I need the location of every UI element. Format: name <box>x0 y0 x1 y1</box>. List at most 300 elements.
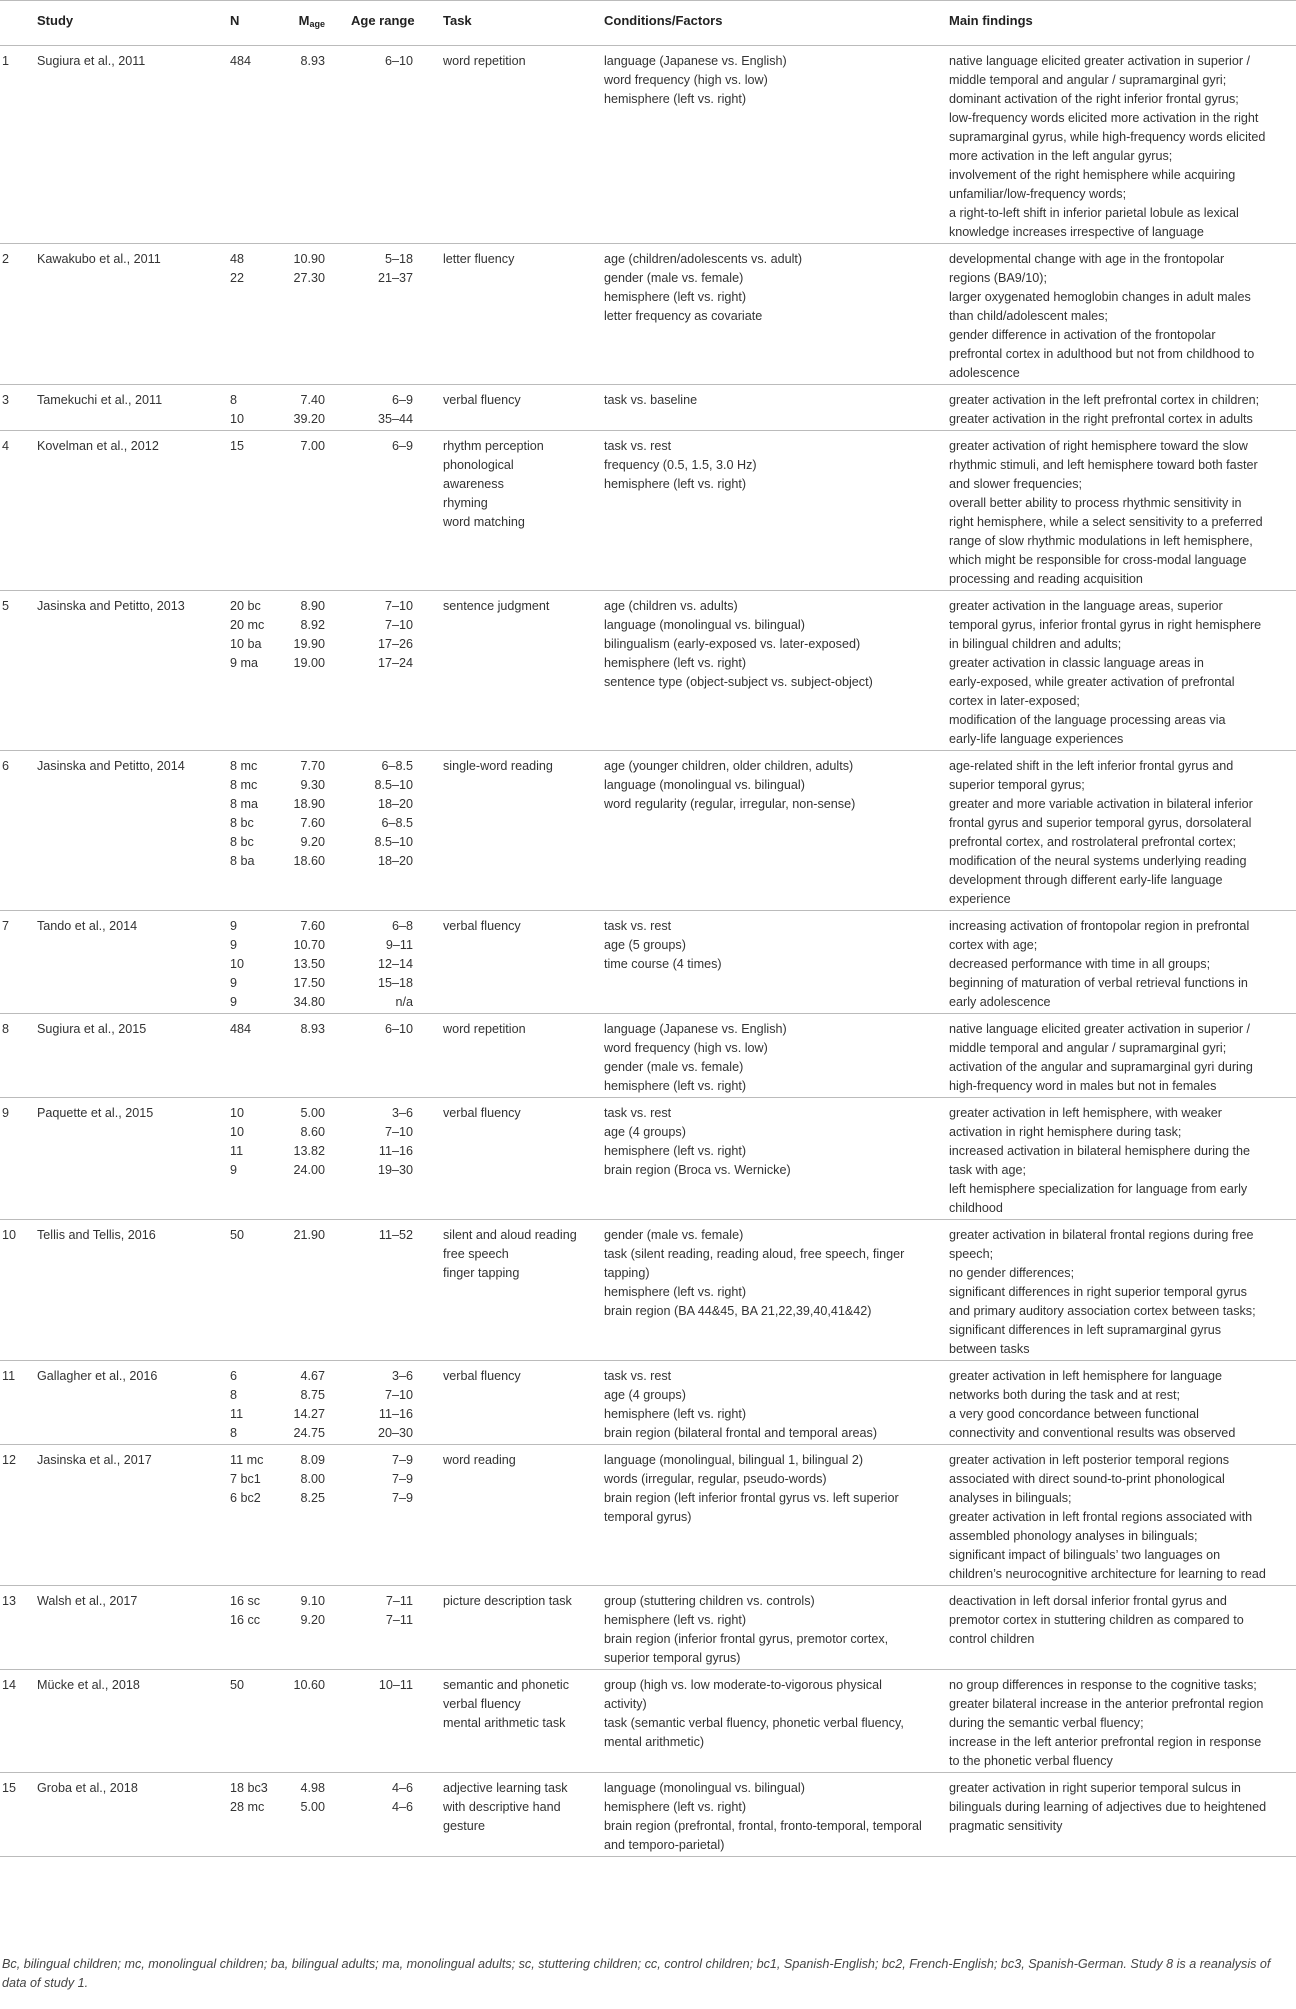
cell-n-line: 10 <box>230 957 245 971</box>
cell-conditions-line: task (silent reading, reading aloud, free speech, finger <box>604 1247 905 1261</box>
cell-n-line: 11 <box>230 1144 244 1158</box>
header-mage <box>266 1 329 46</box>
cell-conditions-line: time course (4 times) <box>604 957 722 971</box>
cell-study: Gallagher et al., 2016 <box>33 1361 226 1445</box>
cell-findings-line: developmental change with age in the frontopolar <box>949 252 1225 266</box>
table-row <box>0 751 1296 911</box>
cell-task-line: semantic and phonetic <box>443 1678 570 1692</box>
cell-findings-line: more activation in the left angular gyrus; <box>949 149 1173 163</box>
cell-findings-line: adolescence <box>949 366 1020 380</box>
cell-findings-line: prefrontal cortex, and rostrolateral prefrontal cortex; <box>949 835 1236 849</box>
cell-age-range <box>329 1670 439 1773</box>
cell-mage <box>266 751 329 911</box>
cell-conditions-line: temporal gyrus) <box>604 1510 692 1524</box>
cell-n-line: 10 ba <box>230 637 262 651</box>
cell-findings <box>945 1670 1296 1773</box>
table-row <box>0 431 1296 591</box>
cell-conditions-line: hemisphere (left vs. right) <box>604 290 747 304</box>
cell-mage <box>266 1586 329 1670</box>
cell-age-range <box>329 244 439 385</box>
cell-age-range-line: 8.5–10 <box>374 778 413 792</box>
cell-n-line: 50 <box>230 1678 245 1692</box>
cell-findings-line: and primary auditory association cortex between tasks; <box>949 1304 1256 1318</box>
cell-mage <box>266 591 329 751</box>
cell-study: Kovelman et al., 2012 <box>33 431 226 591</box>
cell-task-line: awareness <box>443 477 504 491</box>
cell-mage-line: 21.90 <box>293 1228 325 1242</box>
cell-findings-line: networks both during the task and at rest; <box>949 1388 1181 1402</box>
cell-mage <box>266 1098 329 1220</box>
cell-findings-line: to the phonetic verbal fluency <box>949 1754 1113 1768</box>
cell-findings-line: beginning of maturation of verbal retrieval functions in <box>949 976 1248 990</box>
table-row <box>0 1773 1296 1857</box>
cell-conditions <box>600 1014 945 1098</box>
cell-mage-line: 7.60 <box>300 919 325 933</box>
cell-findings-line: unfamiliar/low-frequency words; <box>949 187 1127 201</box>
cell-task-line: verbal fluency <box>443 919 521 933</box>
cell-age-range-line: 6–9 <box>391 393 413 407</box>
table-body <box>0 46 1296 1857</box>
cell-task-line: gesture <box>443 1819 486 1833</box>
cell-n <box>226 1773 266 1857</box>
cell-num: 9 <box>0 1098 33 1220</box>
cell-age-range-line: 11–52 <box>378 1228 413 1242</box>
cell-findings-line: greater activation in left posterior temporal regions <box>949 1453 1230 1467</box>
cell-age-range-line: 6–8.5 <box>381 759 413 773</box>
cell-findings <box>945 431 1296 591</box>
table-row <box>0 1361 1296 1445</box>
cell-mage-line: 4.67 <box>300 1369 325 1383</box>
cell-mage-line: 5.00 <box>300 1106 325 1120</box>
cell-n-line: 7 bc1 <box>230 1472 261 1486</box>
cell-age-range <box>329 1014 439 1098</box>
cell-age-range-line: 3–6 <box>391 1106 413 1120</box>
cell-findings <box>945 1361 1296 1445</box>
cell-conditions-line: word frequency (high vs. low) <box>604 73 768 87</box>
table-row <box>0 244 1296 385</box>
cell-age-range-line: 20–30 <box>377 1426 413 1440</box>
cell-findings-line: development through different early-life language <box>949 873 1223 887</box>
cell-conditions-line: brain region (left inferior frontal gyrus vs. left superior <box>604 1491 899 1505</box>
table-row <box>0 46 1296 244</box>
cell-findings-line: decreased performance with time in all groups; <box>949 957 1211 971</box>
cell-conditions-line: hemisphere (left vs. right) <box>604 1144 747 1158</box>
cell-mage-line: 8.93 <box>300 54 325 68</box>
cell-age-range-line: n/a <box>395 995 413 1009</box>
cell-age-range <box>329 751 439 911</box>
cell-mage-line: 19.00 <box>293 656 325 670</box>
cell-findings-line: no group differences in response to the cognitive tasks; <box>949 1678 1257 1692</box>
cell-conditions <box>600 1586 945 1670</box>
cell-num: 12 <box>0 1445 33 1586</box>
cell-n-line: 8 mc <box>230 759 258 773</box>
cell-n-line: 9 <box>230 995 238 1009</box>
cell-conditions-line: brain region (inferior frontal gyrus, premotor cortex, <box>604 1632 889 1646</box>
cell-mage-line: 10.90 <box>293 252 325 266</box>
cell-num: 6 <box>0 751 33 911</box>
cell-mage-line: 5.00 <box>300 1800 325 1814</box>
cell-mage <box>266 46 329 244</box>
cell-conditions-line: language (monolingual, bilingual 1, bilingual 2) <box>604 1453 864 1467</box>
table-row <box>0 1220 1296 1361</box>
cell-n <box>226 385 266 431</box>
cell-num: 13 <box>0 1586 33 1670</box>
cell-findings-line: which might be responsible for cross-modal language <box>949 553 1247 567</box>
cell-task-line: finger tapping <box>443 1266 520 1280</box>
cell-mage-line: 8.25 <box>300 1491 325 1505</box>
cell-study: Jasinska and Petitto, 2013 <box>33 591 226 751</box>
cell-study: Kawakubo et al., 2011 <box>33 244 226 385</box>
cell-task <box>439 1773 600 1857</box>
cell-n <box>226 1445 266 1586</box>
cell-num: 3 <box>0 385 33 431</box>
cell-findings-line: overall better ability to process rhythmic sensitivity in <box>949 496 1242 510</box>
cell-n-line: 9 <box>230 938 238 952</box>
cell-conditions-line: task (semantic verbal fluency, phonetic verbal fluency, <box>604 1716 904 1730</box>
cell-mage-line: 19.90 <box>293 637 325 651</box>
cell-n-line: 9 <box>230 919 238 933</box>
cell-findings-line: frontal gyrus and superior temporal gyrus, dorsolateral <box>949 816 1252 830</box>
cell-findings-line: in bilingual children and adults; <box>949 637 1122 651</box>
cell-n <box>226 1670 266 1773</box>
cell-task-line: mental arithmetic task <box>443 1716 566 1730</box>
cell-mage-line: 24.75 <box>293 1426 325 1440</box>
cell-conditions-line: hemisphere (left vs. right) <box>604 1800 747 1814</box>
cell-findings-line: early adolescence <box>949 995 1051 1009</box>
cell-conditions-line: language (monolingual vs. bilingual) <box>604 1781 805 1795</box>
header-mage-sub: age <box>309 19 325 29</box>
cell-mage <box>266 1445 329 1586</box>
cell-findings <box>945 1014 1296 1098</box>
cell-age-range-line: 10–11 <box>378 1678 413 1692</box>
cell-conditions <box>600 1220 945 1361</box>
cell-task <box>439 1586 600 1670</box>
cell-findings <box>945 46 1296 244</box>
cell-mage-line: 34.80 <box>293 995 325 1009</box>
cell-task-line: word reading <box>443 1453 516 1467</box>
cell-findings-line: greater activation in left hemisphere, with weaker <box>949 1106 1222 1120</box>
cell-findings-line: greater activation in right superior temporal sulcus in <box>949 1781 1241 1795</box>
cell-age-range-line: 4–6 <box>391 1800 413 1814</box>
cell-conditions-line: language (monolingual vs. bilingual) <box>604 618 805 632</box>
cell-study: Sugiura et al., 2015 <box>33 1014 226 1098</box>
cell-mage-line: 10.70 <box>293 938 325 952</box>
cell-findings <box>945 911 1296 1014</box>
cell-findings-line: right hemisphere, while a select sensitivity to a preferred <box>949 515 1263 529</box>
cell-n-line: 48 <box>230 252 245 266</box>
cell-mage-line: 8.92 <box>300 618 325 632</box>
cell-findings-line: greater activation in bilateral frontal regions during free <box>949 1228 1254 1242</box>
cell-n-line: 10 <box>230 1125 245 1139</box>
cell-findings <box>945 1773 1296 1857</box>
cell-age-range-line: 17–24 <box>377 656 413 670</box>
cell-findings-line: childhood <box>949 1201 1003 1215</box>
cell-findings-line: increasing activation of frontopolar region in prefrontal <box>949 919 1250 933</box>
cell-conditions-line: hemisphere (left vs. right) <box>604 1407 747 1421</box>
cell-age-range-line: 7–10 <box>384 1125 413 1139</box>
table-row <box>0 1014 1296 1098</box>
cell-mage-line: 17.50 <box>293 976 325 990</box>
cell-mage-line: 9.30 <box>300 778 325 792</box>
cell-num: 7 <box>0 911 33 1014</box>
cell-conditions-line: tapping) <box>604 1266 650 1280</box>
cell-n-line: 16 cc <box>230 1613 261 1627</box>
cell-findings-line: analyses in bilinguals; <box>949 1491 1072 1505</box>
cell-n-line: 8 <box>230 393 238 407</box>
table-row <box>0 1670 1296 1773</box>
cell-age-range-line: 12–14 <box>377 957 413 971</box>
cell-conditions-line: hemisphere (left vs. right) <box>604 1079 747 1093</box>
cell-conditions-line: activity) <box>604 1697 647 1711</box>
cell-conditions-line: age (4 groups) <box>604 1125 686 1139</box>
cell-findings-line: and slower frequencies; <box>949 477 1083 491</box>
cell-age-range <box>329 431 439 591</box>
cell-task <box>439 1098 600 1220</box>
cell-age-range-line: 19–30 <box>377 1163 413 1177</box>
table-footnote: Bc, bilingual children; mc, monolingual children; ba, bilingual adults; ma, monolingual adults; sc, stuttering children; cc, control children; bc1, Spanish-English; bc2, French-English; bc3, Spanish-German. Study 8 is a reanalysis of data of study 1. <box>2 1957 1271 1990</box>
cell-n-line: 8 ma <box>230 797 258 811</box>
cell-mage-line: 14.27 <box>293 1407 325 1421</box>
cell-n-line: 8 bc <box>230 835 254 849</box>
header-findings: Main findings <box>945 1 1296 46</box>
cell-n-line: 11 <box>230 1407 244 1421</box>
cell-findings-line: low-frequency words elicited more activation in the right <box>949 111 1259 125</box>
cell-mage-line: 7.40 <box>300 393 325 407</box>
cell-conditions <box>600 1098 945 1220</box>
cell-conditions-line: gender (male vs. female) <box>604 1228 744 1242</box>
table-row <box>0 385 1296 431</box>
cell-age-range-line: 6–8 <box>391 919 413 933</box>
cell-conditions-line: hemisphere (left vs. right) <box>604 92 747 106</box>
cell-findings-line: speech; <box>949 1247 994 1261</box>
cell-mage-line: 18.60 <box>293 854 325 868</box>
cell-mage <box>266 244 329 385</box>
cell-conditions-line: hemisphere (left vs. right) <box>604 656 747 670</box>
cell-task <box>439 46 600 244</box>
cell-num: 1 <box>0 46 33 244</box>
cell-task-line: rhyming <box>443 496 488 510</box>
cell-findings-line: greater activation in left hemisphere for language <box>949 1369 1223 1383</box>
cell-task <box>439 591 600 751</box>
cell-num: 15 <box>0 1773 33 1857</box>
cell-findings-line: high-frequency word in males but not in females <box>949 1079 1217 1093</box>
cell-conditions-line: task vs. rest <box>604 1369 672 1383</box>
cell-findings-line: greater activation in the left prefrontal cortex in children; <box>949 393 1260 407</box>
cell-conditions-line: language (Japanese vs. English) <box>604 54 787 68</box>
cell-findings-line: task with age; <box>949 1163 1027 1177</box>
cell-findings-line: range of slow rhythmic modulations in left hemisphere, <box>949 534 1253 548</box>
cell-conditions-line: sentence type (object-subject vs. subject-object) <box>604 675 873 689</box>
cell-mage-line: 24.00 <box>293 1163 325 1177</box>
cell-study: Walsh et al., 2017 <box>33 1586 226 1670</box>
cell-study: Tando et al., 2014 <box>33 911 226 1014</box>
cell-findings <box>945 751 1296 911</box>
cell-age-range-line: 18–20 <box>377 854 413 868</box>
cell-mage-line: 13.50 <box>293 957 325 971</box>
cell-n-line: 15 <box>230 439 245 453</box>
cell-conditions-line: group (stuttering children vs. controls) <box>604 1594 815 1608</box>
cell-task <box>439 751 600 911</box>
cell-age-range-line: 7–9 <box>391 1472 413 1486</box>
cell-conditions-line: age (younger children, older children, adults) <box>604 759 854 773</box>
cell-study: Mücke et al., 2018 <box>33 1670 226 1773</box>
cell-age-range <box>329 1586 439 1670</box>
cell-age-range-line: 4–6 <box>391 1781 413 1795</box>
cell-num: 14 <box>0 1670 33 1773</box>
cell-conditions-line: and temporo-parietal) <box>604 1838 725 1852</box>
cell-findings-line: greater activation in the language areas, superior <box>949 599 1223 613</box>
cell-n-line: 8 <box>230 1426 238 1440</box>
header-mage-main: M <box>298 13 310 28</box>
cell-n <box>226 46 266 244</box>
cell-conditions-line: hemisphere (left vs. right) <box>604 1285 747 1299</box>
cell-age-range-line: 5–18 <box>384 252 413 266</box>
cell-task-line: free speech <box>443 1247 509 1261</box>
cell-conditions <box>600 751 945 911</box>
cell-age-range-line: 35–44 <box>377 412 413 426</box>
cell-conditions <box>600 1670 945 1773</box>
cell-task-line: letter fluency <box>443 252 515 266</box>
cell-findings-line: a very good concordance between functional <box>949 1407 1199 1421</box>
cell-conditions-line: brain region (prefrontal, frontal, fronto-temporal, temporal <box>604 1819 922 1833</box>
cell-findings-line: significant differences in right superior temporal gyrus <box>949 1285 1247 1299</box>
cell-findings-line: native language elicited greater activation in superior / <box>949 1022 1251 1036</box>
cell-n-line: 20 bc <box>230 599 261 613</box>
cell-age-range <box>329 911 439 1014</box>
cell-findings-line: middle temporal and angular / supramarginal gyri; <box>949 1041 1227 1055</box>
cell-findings-line: rhythmic stimuli, and left hemisphere toward both faster <box>949 458 1258 472</box>
cell-findings-line: between tasks <box>949 1342 1030 1356</box>
cell-findings-line: greater bilateral increase in the anterior prefrontal region <box>949 1697 1264 1711</box>
cell-conditions-line: task vs. baseline <box>604 393 698 407</box>
cell-findings-line: premotor cortex in stuttering children as compared to <box>949 1613 1244 1627</box>
cell-mage-line: 8.75 <box>300 1388 325 1402</box>
cell-mage-line: 9.10 <box>300 1594 325 1608</box>
cell-n-line: 9 <box>230 1163 238 1177</box>
cell-findings-line: modification of the neural systems underlying reading <box>949 854 1247 868</box>
cell-findings <box>945 1220 1296 1361</box>
cell-study: Sugiura et al., 2011 <box>33 46 226 244</box>
cell-conditions-line: letter frequency as covariate <box>604 309 763 323</box>
cell-mage <box>266 1220 329 1361</box>
cell-findings-line: cortex in later-exposed; <box>949 694 1080 708</box>
cell-conditions <box>600 591 945 751</box>
cell-task-line: adjective learning task <box>443 1781 568 1795</box>
cell-mage-line: 13.82 <box>293 1144 325 1158</box>
cell-mage-line: 7.00 <box>300 439 325 453</box>
cell-study: Tamekuchi et al., 2011 <box>33 385 226 431</box>
cell-conditions-line: task vs. rest <box>604 1106 672 1120</box>
cell-mage-line: 8.93 <box>300 1022 325 1036</box>
cell-age-range-line: 7–11 <box>385 1594 413 1608</box>
table-row <box>0 1445 1296 1586</box>
cell-task <box>439 1445 600 1586</box>
cell-age-range-line: 7–9 <box>391 1491 413 1505</box>
cell-conditions-line: age (4 groups) <box>604 1388 686 1402</box>
cell-n-line: 10 <box>230 1106 245 1120</box>
cell-conditions-line: task vs. rest <box>604 439 672 453</box>
cell-num: 5 <box>0 591 33 751</box>
header-age-range: Age range <box>329 1 439 46</box>
cell-mage-line: 8.00 <box>300 1472 325 1486</box>
cell-task-line: word matching <box>443 515 525 529</box>
cell-mage <box>266 385 329 431</box>
cell-findings-line: greater activation in classic language areas in <box>949 656 1204 670</box>
cell-conditions-line: language (monolingual vs. bilingual) <box>604 778 805 792</box>
cell-n <box>226 431 266 591</box>
cell-n-line: 484 <box>230 1022 252 1036</box>
cell-task-line: verbal fluency <box>443 1106 521 1120</box>
cell-age-range <box>329 1098 439 1220</box>
header-num <box>0 1 33 46</box>
cell-task <box>439 1014 600 1098</box>
cell-n-line: 22 <box>230 271 245 285</box>
cell-n <box>226 1098 266 1220</box>
cell-mage-line: 7.70 <box>300 759 325 773</box>
cell-age-range <box>329 385 439 431</box>
cell-task <box>439 1361 600 1445</box>
cell-findings-line: superior temporal gyrus; <box>949 778 1085 792</box>
cell-findings-line: dominant activation of the right inferior frontal gyrus; <box>949 92 1239 106</box>
cell-findings <box>945 385 1296 431</box>
cell-age-range-line: 21–37 <box>377 271 413 285</box>
cell-age-range-line: 18–20 <box>377 797 413 811</box>
cell-conditions-line: hemisphere (left vs. right) <box>604 1613 747 1627</box>
cell-mage <box>266 1773 329 1857</box>
cell-findings-line: increased activation in bilateral hemisphere during the <box>949 1144 1251 1158</box>
cell-mage <box>266 1014 329 1098</box>
cell-num: 4 <box>0 431 33 591</box>
cell-n-line: 9 <box>230 976 238 990</box>
cell-findings-line: larger oxygenated hemoglobin changes in adult males <box>949 290 1251 304</box>
cell-task-line: verbal fluency <box>443 1369 521 1383</box>
cell-conditions-line: bilingualism (early-exposed vs. later-exposed) <box>604 637 861 651</box>
cell-conditions-line: gender (male vs. female) <box>604 271 744 285</box>
header-study: Study <box>33 1 226 46</box>
cell-findings-line: age-related shift in the left inferior frontal gyrus and <box>949 759 1234 773</box>
cell-mage-line: 8.90 <box>300 599 325 613</box>
cell-n <box>226 1586 266 1670</box>
cell-task <box>439 244 600 385</box>
cell-n-line: 8 <box>230 1388 238 1402</box>
cell-findings-line: greater and more variable activation in bilateral inferior <box>949 797 1253 811</box>
cell-n-line: 16 sc <box>230 1594 261 1608</box>
table-row <box>0 1098 1296 1220</box>
cell-study: Paquette et al., 2015 <box>33 1098 226 1220</box>
cell-conditions-line: age (children/adolescents vs. adult) <box>604 252 803 266</box>
header-task: Task <box>439 1 600 46</box>
cell-conditions-line: language (Japanese vs. English) <box>604 1022 787 1036</box>
cell-age-range-line: 6–10 <box>384 54 413 68</box>
cell-conditions-line: brain region (bilateral frontal and temporal areas) <box>604 1426 878 1440</box>
cell-n-line: 28 mc <box>230 1800 265 1814</box>
cell-conditions-line: age (children vs. adults) <box>604 599 738 613</box>
cell-age-range <box>329 1773 439 1857</box>
cell-n <box>226 1220 266 1361</box>
cell-findings-line: during the semantic verbal fluency; <box>949 1716 1144 1730</box>
cell-age-range-line: 7–11 <box>385 1613 413 1627</box>
cell-findings-line: involvement of the right hemisphere while acquiring <box>949 168 1236 182</box>
cell-findings-line: greater activation in left frontal regions associated with <box>949 1510 1253 1524</box>
cell-conditions <box>600 385 945 431</box>
cell-age-range-line: 6–8.5 <box>381 816 413 830</box>
cell-findings-line: cortex with age; <box>949 938 1038 952</box>
cell-findings-line: supramarginal gyrus, while high-frequency words elicited <box>949 130 1266 144</box>
cell-age-range-line: 7–9 <box>391 1453 413 1467</box>
cell-task <box>439 431 600 591</box>
cell-age-range <box>329 591 439 751</box>
cell-conditions <box>600 1773 945 1857</box>
